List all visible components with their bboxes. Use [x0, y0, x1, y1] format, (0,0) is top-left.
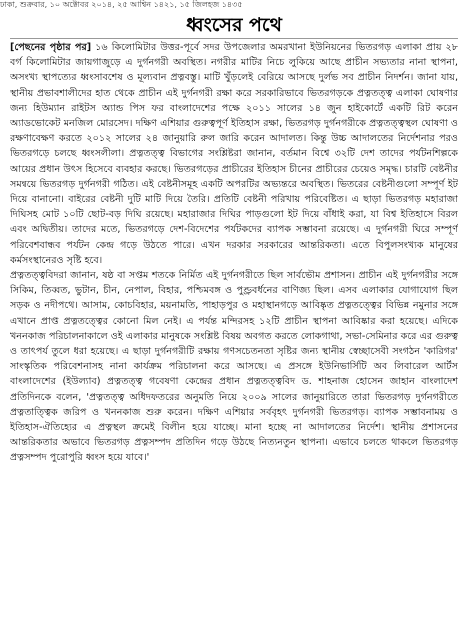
- article-body: [10, 40, 458, 618]
- paragraph-text-2: প্রত্নতত্ত্ববিদরা জানান, ষষ্ঠ বা সপ্তম শতকে নির্মিত এই দুর্গনগরীতে ছিল সার্বভৌম প্রশাসন। প্রাচীন এই দুর্গনগরীর সঙ্গে সিকিম, তিব্বত, ভুটান, চীন, নেপাল, বিহার, পশ্চিমবঙ্গ ও পুণ্ড্রবর্ধনের বাণিজ্য ছিল। এসব এলাকার যোগাযোগ ছিল সড়ক ও নদীপথে। আসাম, কোচবিহার, ময়নামতি, পাহাড়পুর ও মহাস্থানগড়ে আবিষ্কৃত প্রত্নতত্ত্বের বিভিন্ন নমুনার সঙ্গে এখানে প্রাপ্ত প্রত্নতত্ত্বের কোনো মিল নেই। এ পর্যন্ত মন্দিরসহ ১২টি প্রাচীন স্থাপনা আবিষ্কার করা হয়েছে। এদিকে খননকাজ পরিচালনাকালে ওই এলাকার মানুষকে সংশ্লিষ্ট বিষয় অবগত করতে লোকগাথা, সভা-সেমিনার করে এর গুরুত্ব ও তাৎপর্য তুলে ধরা হয়েছে। এ ছাড়া দুর্গনগরীটি রক্ষায় গণসচেতনতা সৃষ্টির জন্য স্থানীয় স্বেচ্ছাসেবী সংগঠন 'কারিগর' সাংস্কৃতিক পরিবেশনাসহ নানা কার্যক্রম পরিচালনা করে আসছে। এ প্রসঙ্গে ইউনিভার্সিটি অব লিবারেল আর্টস বাংলাদেশের (ইউল্যাব) প্রত্নতত্ত্ব গবেষণা কেন্দ্রের প্রধান প্রত্নতত্ত্ববিদ ড. শাহনাজ হোসেন জাহান বাংলাদেশ প্রতিদিনকে বলেন, 'প্রত্নতত্ত্ব অধিদফতরের অনুমতি নিয়ে ২০০৯ সালের জানুয়ারিতে তারা ভিতরগড় দুর্গনগরীতে প্রত্নতাত্ত্বিক জরিপ ও খননকাজ শুরু করেন। দক্ষিণ এশিয়ার সর্ববৃহৎ দুর্গনগরী ভিতরগড়। ব্যাপক সম্ভাবনাময় ও ইতিহাস-ঐতিহ্যের এ প্রত্নস্থল ক্রমেই বিলীন হয়ে যাচ্ছে। মানা হচ্ছে না আদালতের নির্দেশ। স্থানীয় প্রশাসনের আন্তরিকতার অভাবে ভিতরগড় প্রত্নসম্পদ প্রতিদিন গড়ে উঠছে নিত্যনতুন স্থাপনা। এভাবে চলতে থাকলে ভিতরগড় প্রত্নসম্পদ পুরোপুরি ধ্বংস হয়ে যাবে।': [10, 270, 458, 464]
- article-paragraph-2: [10, 268, 458, 466]
- newspaper-header-strip: ঢাকা, শুক্রবার, ১০ অক্টোবর ২০১৪, ২৫ আশ্বিন ১৪২১, ১৫ জিলহজ ১৪৩৫: [0, 0, 243, 9]
- paragraph-text-1: ১৬ কিলোমিটার উত্তর-পূর্বে সদর উপজেলার অমরখানা ইউনিয়নের ভিতরগড় এলাকা প্রায় ২৮ বর্গ কিলোমিটার জায়গাজুড়ে এ দুর্গনগরী অবস্থিত। নগরীর মাটির নিচে লুকিয়ে আছে প্রাচীন সভ্যতার নানা স্থাপনা, অসংখ্য স্থাপত্যের ধ্বংসাবশেষ ও মূল্যবান প্রত্নবস্তু। মাটি খুঁড়লেই বেরিয়ে আসছে দুর্লভ সব প্রাচীন নিদর্শন। জানা যায়, স্থানীয় প্রভাবশালীদের হাত থেকে প্রাচীন এই দুর্গনগরী রক্ষা করে সরকারিভাবে ভিতরগড়কে প্রত্নতত্ত্ব এলাকা ঘোষণার জন্য হিউম্যান রাইটস অ্যান্ড পিস ফর বাংলাদেশের পক্ষে ২০১১ সালের ১৪ জুন হাইকোর্টে একটি রিট করেন অ্যাডভোকেট মনজিল মোরসেদ। দক্ষিণ এশিয়ার গুরুত্বপূর্ণ ইতিহাস রক্ষা, ভিতরগড় দুর্গনগরীকে প্রত্নতত্ত্বস্থল ঘোষণা ও রক্ষণাবেক্ষণ করতে ২০১২ সালের ২৪ জানুয়ারি রুল জারি করেন আদালত। কিন্তু উচ্চ আদালতের নির্দেশনার পরও ভিতরগড়ে চলছে ধ্বংসলীলা। প্রত্নতত্ত্ব বিভাগের সংশ্লিষ্টরা জানান, বর্তমান বিশ্বে ৩২টি দেশ তাদের পর্যটনশিল্পকে আয়ের প্রধান উৎস হিসেবে ব্যবহার করছে। ভিতরগড়ের প্রাচীরের ইতিহাস চীনের প্রাচীরের চেয়েও সমৃদ্ধ। চারটি বেষ্টনীর সমন্বয়ে ভিতরগড় দুর্গনগরী গঠিত। এই বেষ্টনীসমূহ একটি অপরটির অভ্যন্তরে অবস্থিত। ভিতরের বেষ্টনীগুলো সম্পূর্ণ ইট দিয়ে বানানো। বাইরের বেষ্টনী দুটি মাটি দিয়ে তৈরি। প্রতিটি বেষ্টনী পরিখায় পরিবেষ্টিত। এ ছাড়া ভিতরগড় মহারাজা দিঘিসহ মোট ১০টি ছোট-বড় দিঘি রয়েছে। মহারাজার দিঘির পাড়গুলো ইট দিয়ে বাঁধাই করা, যা বিশ্ব ইতিহাসে বিরল এবং অদ্বিতীয়। তাদের মতে, ভিতরগড়ে দেশ-বিদেশের পর্যটকদের ব্যাপক সম্ভাবনা রয়েছে। এ দুর্গনগরী ঘিরে সম্পূর্ণ পরিবেশবান্ধব পর্যটন কেন্দ্র গড়ে উঠতে পারে। এখন দরকার সরকারের আন্তরিকতা। এতে বিপুলসংখ্যক মানুষের কর্মসংস্থানেরও সৃষ্টি হবে।: [10, 42, 458, 266]
- article-paragraph-1: [10, 40, 458, 268]
- continued-from-label: [পেছনের পৃষ্ঠার পর]: [10, 42, 92, 53]
- article-headline: ধ্বংসের পথে: [186, 14, 282, 36]
- headline-divider: [10, 38, 458, 39]
